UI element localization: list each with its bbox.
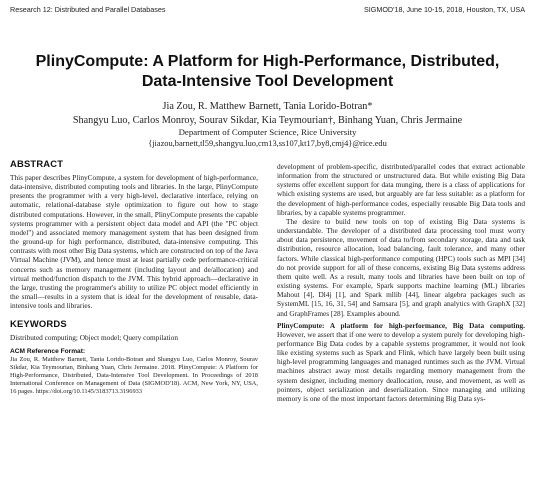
abstract-text: This paper describes PlinyCompute, a system for development of high-performance, data-intensive, distributed computing tools and libraries. In the large, PlinyCompute presents the programmer with a very high-level, declarative interface, relying on automatic, relational-database style optimization to figure out how to stage distributed computations. However, in the small, PlinyCompute presents the capable systems programmer with a persistent object data model and API (the "PC object model") and associated memory management system that has been designed from the ground-up for high performance, distributed, data-intensive computing. This contrasts with most other Big Data systems, which are constructed on top of the Java Virtual Machine (JVM), and hence must at least partially cede performance-critical concerns such as memory management (including layout and de/allocation) and virtual method/function dispatch to the JVM. This hybrid approach—declarative in the large, trusting the programmer's ability to utilize PC object model efficiently in the small—results in a system that is ideal for the development of reusable, data-intensive tools and libraries. — [10, 173, 258, 311]
intro-paragraph-3 — [277, 321, 525, 403]
paper-title-line1: PlinyCompute: A Platform for High-Performance, Distributed, — [35, 53, 500, 70]
paper-title — [0, 52, 535, 92]
paragraph-3-body: However, we assert that if one were to develop a system purely for developing high-performance Big Data codes by a capable systems programmer, it would not look like existing systems such as Spark and Flink, which have largely been built using high-level programming languages and managed runtimes such as the JVM. Virtual machines abstract away most details regarding memory management from the system designer, including memory deallocation, reuse, and movement, as well as pointers, object serialization and deserialization. Since managing and utilizing memory is one of the most important factors determining Big Data sys- — [277, 329, 525, 403]
paragraph-3-lead: PlinyCompute: A platform for high-performance, Big Data computing. — [277, 320, 525, 330]
running-header-left: Research 12: Distributed and Parallel Databases — [10, 5, 166, 14]
intro-paragraph-2: The desire to build new tools on top of existing Big Data systems is understandable. The developer of a distributed data processing tool must worry about data persistence, movement of data to/from secondary storage, data and task distribution, resource allocation, load balancing, fault tolerance, and many other factors. While classical high-performance computing (HPC) tools such as MPI [34] do not provide support for all of these concerns, existing Big Data systems address them quite well. As a result, many tools and libraries have been built on top of existing systems. For example, Spark supports machine learning (ML) libraries Mahout [4], Dl4j [1], and Spark mllib [44], linear algebra packages such as SystemML [15, 16, 31, 54] and Samsara [5], and graph analytics with GraphX [32] and GraphFrames [28]. Examples abound. — [277, 216, 525, 318]
right-column — [277, 162, 525, 403]
author-line2: Shangyu Luo, Carlos Monroy, Sourav Sikdar, Kia Teymourian†, Binhang Yuan, Chris Jermaine — [72, 114, 463, 126]
left-column — [10, 158, 258, 396]
intro-paragraph-1: development of problem-specific, distributed/parallel codes that extract actionable information from the structured or unstructured data. But while existing Big Data systems offer excellent support for data munging, there is a class of applications for which existing systems are used, but arguably are far less suitable: as a platform for the development of high-performance codes, especially reusable Big Data tools and libraries, by a capable systems programmer. — [277, 162, 525, 217]
author-line1: Jia Zou, R. Matthew Barnett, Tania Lorido-Botran* — [162, 101, 373, 112]
keywords-text: Distributed computing; Object model; Query compilation — [10, 333, 178, 343]
keywords-heading: KEYWORDS — [10, 318, 67, 330]
abstract-heading: ABSTRACT — [10, 158, 64, 169]
author-block — [0, 100, 535, 149]
paper-title-line2: Data-Intensive Tool Development — [141, 73, 394, 90]
reference-format-text: Jia Zou, R. Matthew Barnett, Tania Lorido-Botran and Shangyu Luo, Carlos Monroy, Sourav Sikdar, Kia Teymourian, Binhang Yuan, Chris Jermaine. 2018. PlinyCompute: A Platform for High-Performance, Distributed, Data-Intensive Tool Development. In Proceedings of 2018 International Conference on Management of Data (SIGMOD'18). ACM, New York, NY, USA, 16 pages. https://doi.org/10.1145/3183713.3196933 — [10, 355, 258, 395]
author-emails: {jiazou,barnett,tl59,shangyu.luo,cm13,ss107,kt17,by8,cmj4}@rice.edu — [148, 139, 387, 148]
running-header — [10, 5, 525, 14]
affiliation: Department of Computer Science, Rice University — [178, 127, 357, 137]
reference-format-heading: ACM Reference Format: — [10, 347, 86, 355]
running-header-right: SIGMOD'18, June 10-15, 2018, Houston, TX, USA — [363, 5, 525, 14]
